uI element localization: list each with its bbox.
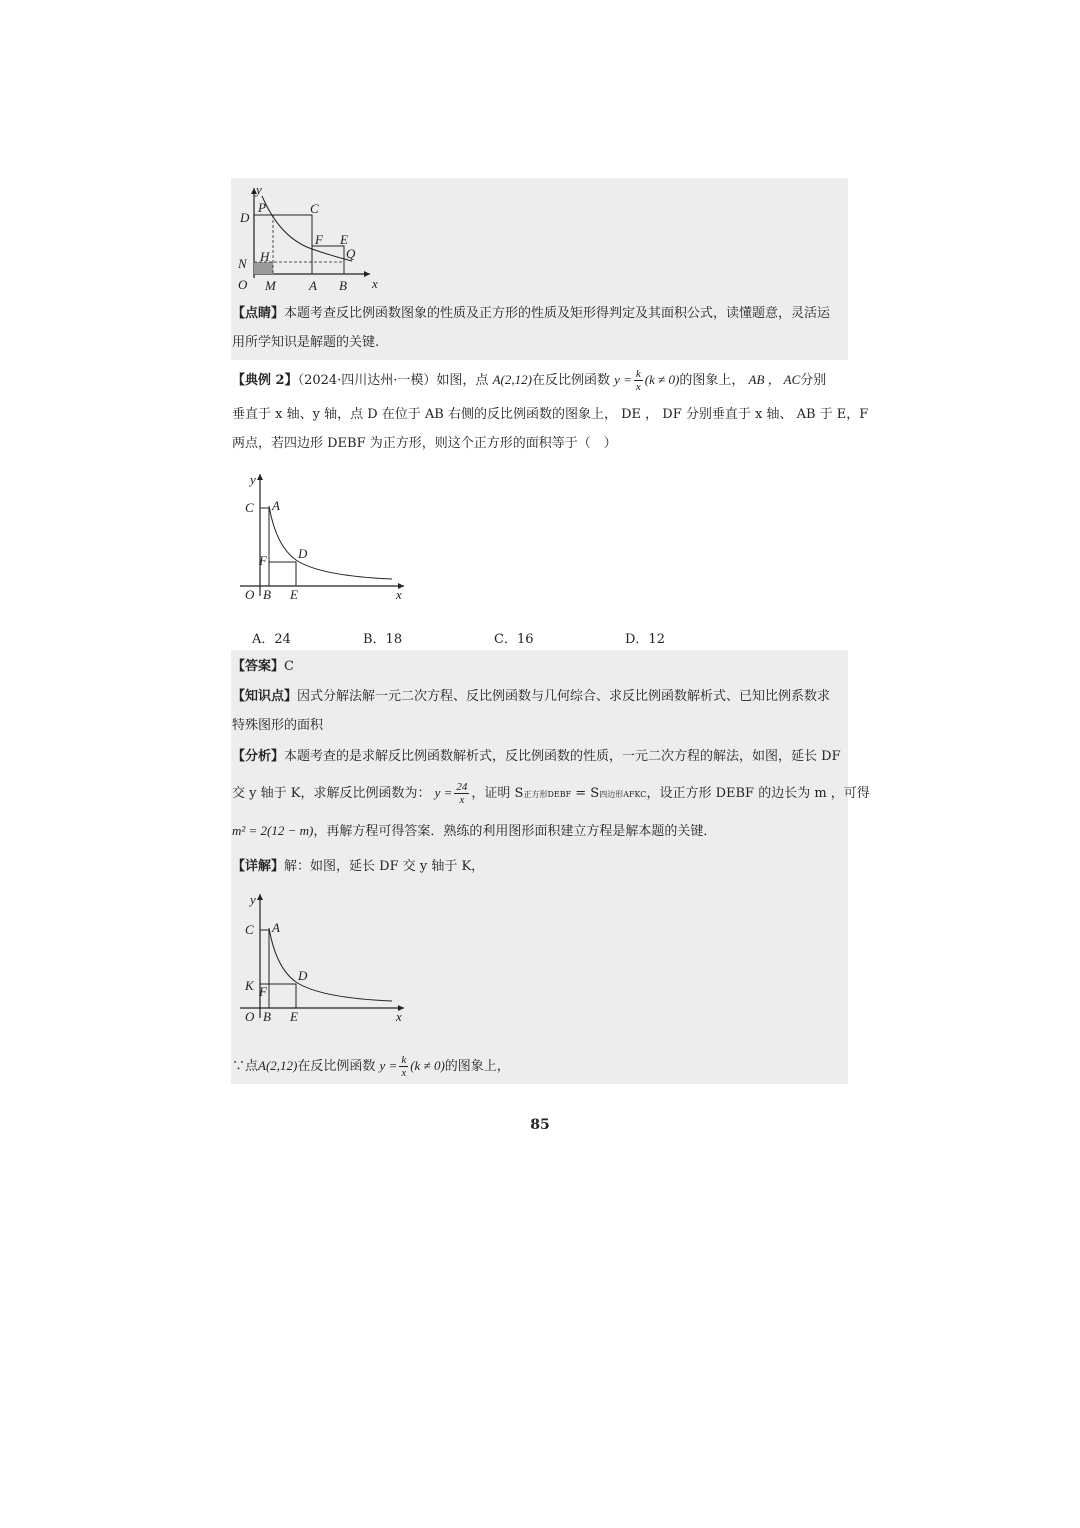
fig2-label: A [272,498,280,513]
option-c[interactable]: C．16 [494,632,534,647]
fig2-label: B [263,587,271,602]
fig3-label: y [250,892,256,907]
page-number: 85 [530,1117,550,1133]
fraction-24-over-x: $\frac{24}{x}$ [456,781,468,806]
fig1-label: N [238,256,247,271]
fig1-label: A [309,278,317,293]
example-line-2: 垂直于 x 轴、y 轴，点 D 在位于 AB 右侧的反比例函数的图象上， DE ， DF 分别垂直于 x 轴、 AB 于 E，F [232,407,869,422]
fig2-label: y [250,472,256,487]
fig2-label: E [290,587,298,602]
fig2-label: D [298,546,308,561]
fraction-k-over-x: $\frac{k}{x}$ [635,368,641,393]
dianjing-line-1: 【点睛】本题考查反比例函数图象的性质及正方形的性质及矩形得判定及其面积公式，读懂题意，灵活运 [232,306,831,321]
knowledge-line-2: 特殊图形的面积 [232,718,324,733]
option-b[interactable]: B．18 [363,632,403,647]
analysis-line-1: 【分析】本题考查的是求解反比例函数解析式，反比例函数的性质，一元二次方程的解法，如图，延长 DF [232,749,841,764]
figure-2-hyperbola [240,466,410,606]
fraction-k-over-x-2: $\frac{k}{x}$ [401,1054,407,1079]
fig3-label: F [259,984,267,999]
fig3-label: D [298,968,308,983]
dianjing-line-2: 用所学知识是解题的关键. [232,335,380,350]
fig1-label: O [238,277,248,292]
fig3-label: B [263,1009,271,1024]
analysis-line-3: m² = 2(12 − m)，再解方程可得答案．熟练的利用图形面积建立方程是解本题的关键． [232,823,717,839]
fig3-label: x [396,1009,402,1024]
option-a[interactable]: A．24 [252,632,291,647]
fig2-label: F [259,553,267,568]
fig1-label: Q [346,246,356,261]
fig3-label: E [290,1009,298,1024]
fig1-label: D [240,210,250,225]
fig3-label: K [245,978,254,993]
knowledge-line-1: 【知识点】因式分解法解一元二次方程、反比例函数与几何综合、求反比例函数解析式、已知比例系数求 [232,689,831,704]
fig1-label: x [372,276,378,291]
fig1-label: C [310,201,319,216]
example-line-1: 【典例 2】（2024·四川达州·一模）如图，点 A(2,12)在反比例函数 y = $\frac{k}{x}$ (k ≠ 0)的图象上， AB ， AC分别 [232,368,827,393]
fig3-label: C [245,922,254,937]
fig1-label: P [258,200,266,215]
fig2-label: C [245,500,254,515]
example-line-3: 两点，若四边形 DEBF 为正方形，则这个正方形的面积等于（ ） [232,436,617,451]
fig1-label: H [260,249,270,264]
detail-line: 【详解】解：如图，延长 DF 交 y 轴于 K， [232,859,485,874]
figure-1-square-rectangle [232,182,382,294]
final-line: ∵点A(2,12)在反比例函数 y = $\frac{k}{x}$ (k ≠ 0)的图象上， [232,1054,510,1079]
fig2-label: O [245,587,255,602]
fig1-label: y [256,182,262,197]
fig1-label: B [339,278,347,293]
figure-3-hyperbola-extended [240,888,410,1028]
fig1-label: F [315,232,323,247]
fig1-label: E [340,232,348,247]
answer-line: 【答案】C [232,659,294,674]
fig2-label: x [396,587,402,602]
option-d[interactable]: D．12 [625,632,665,647]
fig3-label: O [245,1009,255,1024]
analysis-line-2: 交 y 轴于 K，求解反比例函数为： y = $\frac{24}{x}$ ，证明 S正方形DEBF = S四边形AFKC，设正方形 DEBF 的边长为 m ，可得 [232,781,870,806]
fig3-label: A [272,920,280,935]
fig1-label: M [265,278,276,293]
